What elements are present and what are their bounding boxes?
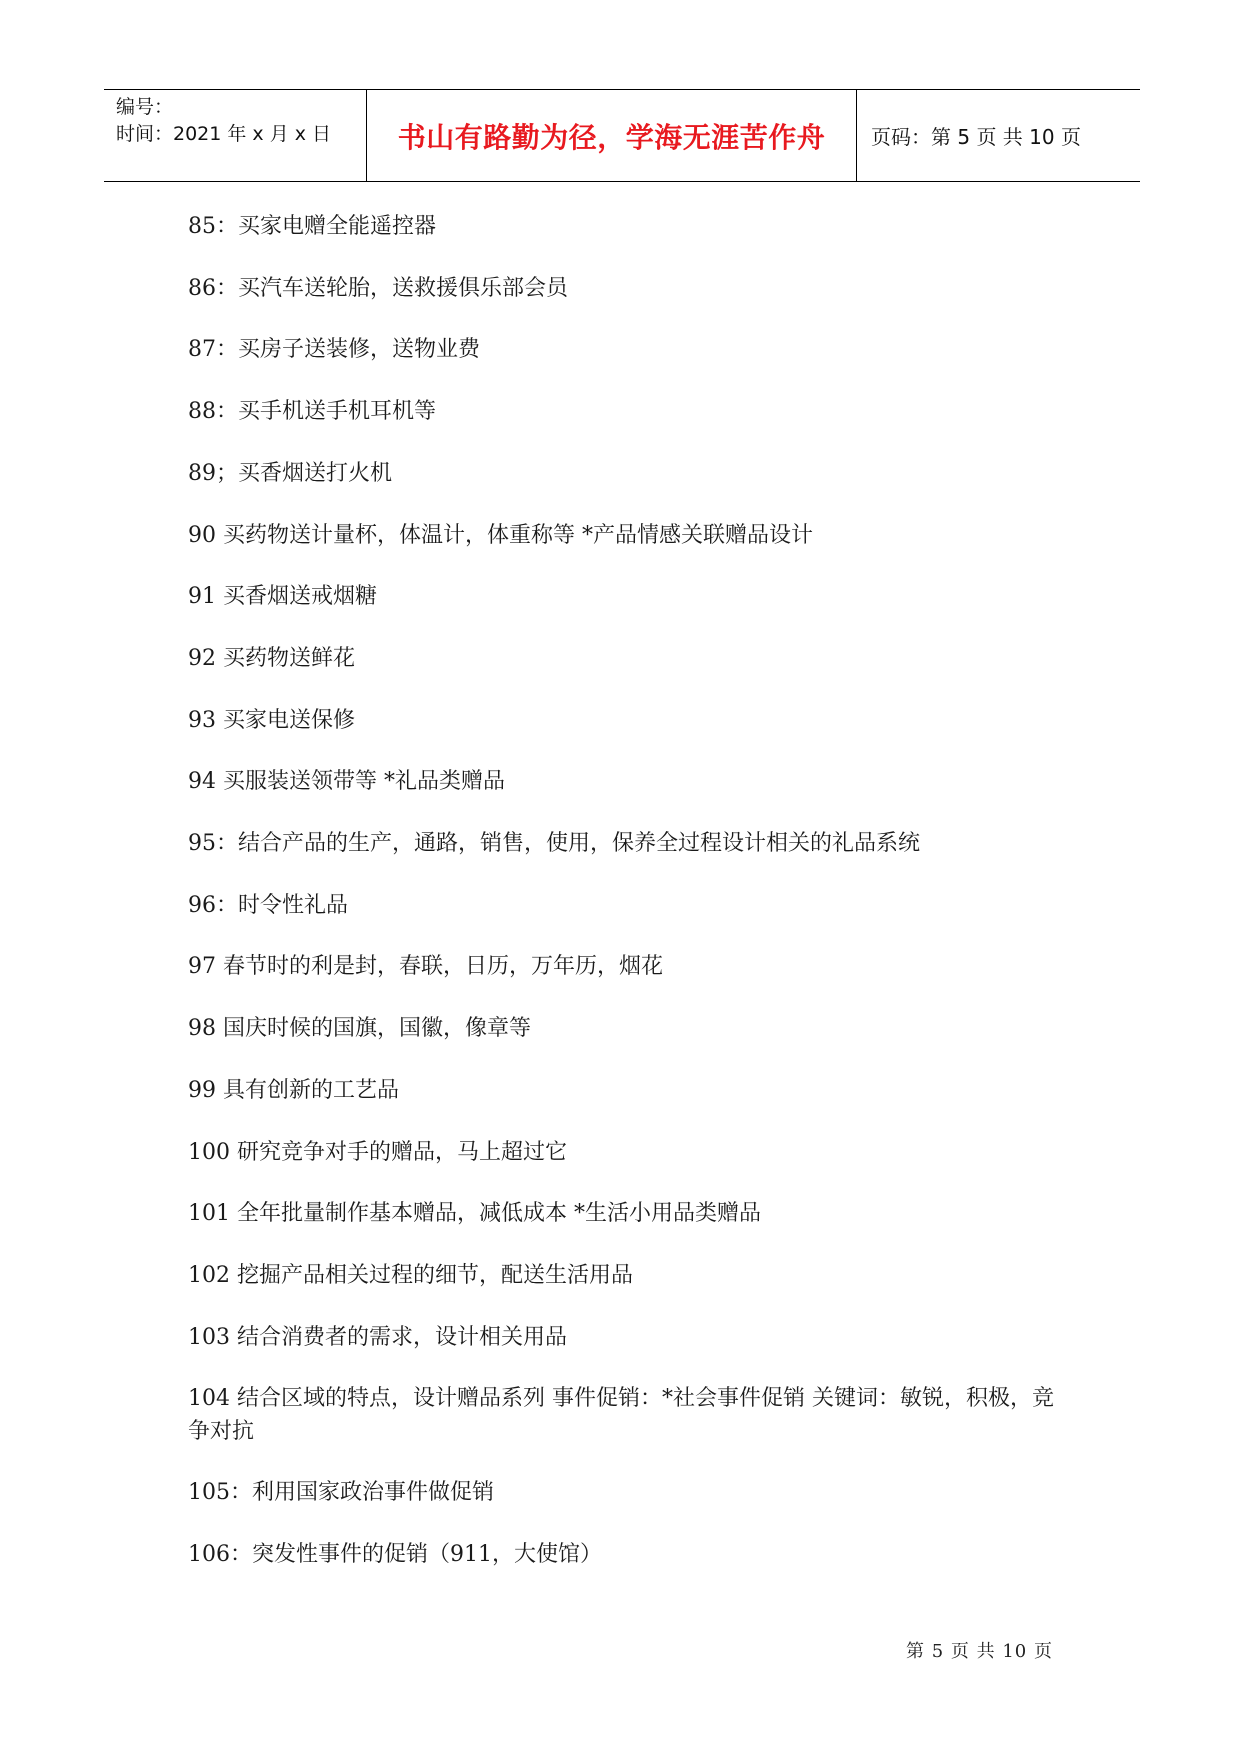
document-time-label: 时间：2021 年 x 月 x 日 xyxy=(116,123,332,145)
list-item: 105：利用国家政治事件做促销 xyxy=(188,1480,494,1505)
list-item: 90 买药物送计量杯，体温计，体重称等 *产品情感关联赠品设计 xyxy=(188,522,813,548)
list-item: 97 春节时的利是封，春联，日历，万年历，烟花 xyxy=(188,954,663,980)
page-footer: 第 5 页 共 10 页 xyxy=(906,1641,1053,1662)
list-item: 95：结合产品的生产，通路，销售，使用，保养全过程设计相关的礼品系统 xyxy=(188,831,920,856)
list-item: 104 结合区域的特点，设计赠品系列 事件促销：*社会事件促销 关键词：敏锐，积极，竞争对抗 xyxy=(188,1386,1054,1445)
list-item: 91 买香烟送戒烟糖 xyxy=(188,584,377,610)
list-item: 101 全年批量制作基本赠品，减低成本 *生活小用品类赠品 xyxy=(188,1201,761,1227)
list-item: 100 研究竞争对手的赠品，马上超过它 xyxy=(188,1139,567,1165)
list-item: 88：买手机送手机耳机等 xyxy=(188,399,436,425)
list-item: 106：突发性事件的促销（911，大使馆） xyxy=(188,1541,602,1567)
list-item: 96：时令性礼品 xyxy=(188,892,348,918)
list-item: 93 买家电送保修 xyxy=(188,707,355,733)
header-page-code: 页码：第 5 页 共 10 页 xyxy=(871,125,1081,149)
header-motto: 书山有路勤为径，学海无涯苦作舟 xyxy=(397,120,826,154)
document-number-label: 编号： xyxy=(116,96,174,118)
list-item: 102 挖掘产品相关过程的细节，配送生活用品 xyxy=(188,1262,633,1288)
header-meta-cell xyxy=(104,90,367,181)
list-item: 103 结合消费者的需求，设计相关用品 xyxy=(188,1324,567,1350)
list-item: 92 买药物送鲜花 xyxy=(188,645,355,671)
list-item: 99 具有创新的工艺品 xyxy=(188,1077,399,1103)
list-item: 87：买房子送装修，送物业费 xyxy=(188,337,480,363)
list-item: 89；买香烟送打火机 xyxy=(188,460,392,486)
header-motto-cell xyxy=(367,90,857,181)
list-item: 94 买服装送领带等 *礼品类赠品 xyxy=(188,769,505,795)
list-item: 85：买家电赠全能遥控器 xyxy=(188,214,436,239)
page-header xyxy=(104,89,1140,182)
header-page-cell xyxy=(857,90,1140,181)
list-item: 98 国庆时候的国旗，国徽，像章等 xyxy=(188,1016,531,1042)
list-item: 86：买汽车送轮胎，送救援俱乐部会员 xyxy=(188,275,568,301)
